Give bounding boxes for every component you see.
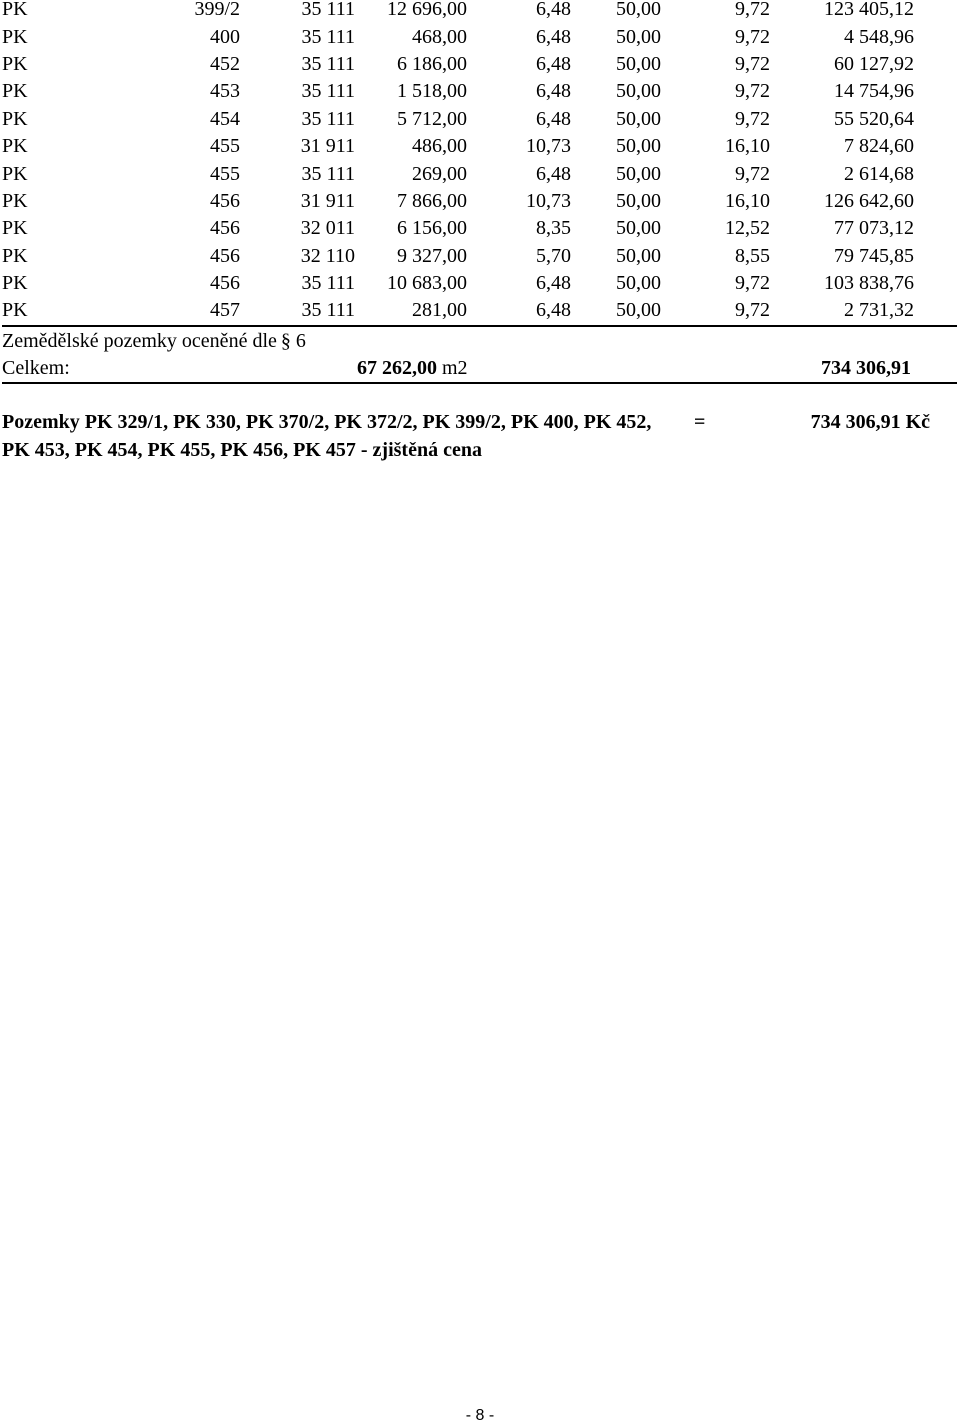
cell-adjustment: 50,00 — [616, 272, 661, 295]
cell-spacer — [914, 51, 957, 78]
cell-total-price: 60 127,92 — [834, 52, 914, 75]
cell-parcel-number: 400 — [210, 25, 240, 48]
cell-adjustment: 50,00 — [616, 80, 661, 103]
cell-spacer — [914, 270, 957, 297]
cell-base-price: 10,73 — [526, 135, 571, 158]
cell-parcel-number: 457 — [152, 297, 240, 325]
cell-adjustment: 50,00 — [616, 135, 661, 158]
cell-area: 269,00 — [412, 162, 467, 185]
cell-unit-price: 9,72 — [735, 272, 770, 295]
cell-type: PK — [2, 189, 28, 212]
cell-parcel-number: 456 — [210, 189, 240, 212]
table-row — [2, 270, 957, 297]
cell-base-price: 6,48 — [536, 80, 571, 103]
cell-base-price: 6,48 — [536, 0, 571, 21]
section-paragraph: § 6 — [280, 330, 306, 352]
cell-total-price: 123 405,12 — [824, 0, 914, 21]
cell-spacer — [914, 106, 957, 133]
cell-parcel-number: 455 — [210, 162, 240, 185]
page-number: - 8 - — [465, 1407, 495, 1424]
cell-adjustment: 50,00 — [616, 217, 661, 240]
cell-total-price: 4 548,96 — [844, 25, 914, 48]
total-area-unit: m2 — [442, 357, 468, 379]
cell-type: PK — [2, 162, 28, 185]
cell-base-price: 10,73 — [526, 189, 571, 212]
cell-adjustment: 50,00 — [616, 189, 661, 212]
cell-bpej-code: 35 111 — [301, 162, 355, 185]
cell-type: PK — [2, 25, 28, 48]
cell-parcel-number: 399/2 — [194, 0, 240, 21]
cell-adjustment: 50,00 — [616, 107, 661, 130]
cell-type: PK — [2, 272, 28, 295]
cell-parcel-number: 456 — [210, 272, 240, 295]
cell-spacer — [914, 160, 957, 187]
cell-parcel-number: 452 — [210, 52, 240, 75]
cell-area: 10 683,00 — [387, 272, 467, 295]
cell-total-price: 79 745,85 — [834, 244, 914, 267]
cell-bpej-code: 35 111 — [301, 52, 355, 75]
cell-area: 6 186,00 — [397, 52, 467, 75]
cell-total-price: 2 731,32 — [770, 297, 914, 325]
cell-unit-price: 9,72 — [735, 162, 770, 185]
table-row — [2, 78, 957, 105]
summary-equals: = — [694, 411, 706, 433]
cell-total-price: 14 754,96 — [834, 80, 914, 103]
cell-bpej-code: 31 911 — [300, 189, 355, 212]
cell-type: PK — [2, 244, 28, 267]
cell-spacer — [914, 0, 957, 23]
cell-spacer — [914, 133, 957, 160]
total-area — [357, 355, 468, 382]
cell-unit-price: 9,72 — [735, 25, 770, 48]
cell-bpej-code: 35 111 — [301, 25, 355, 48]
cell-adjustment: 50,00 — [616, 25, 661, 48]
cell-base-price: 5,70 — [536, 244, 571, 267]
table-row — [2, 215, 957, 242]
cell-type: PK — [2, 297, 152, 325]
cell-adjustment: 50,00 — [616, 52, 661, 75]
cell-spacer — [914, 78, 957, 105]
cell-parcel-number: 455 — [210, 135, 240, 158]
cell-base-price: 6,48 — [536, 162, 571, 185]
cell-base-price: 6,48 — [536, 25, 571, 48]
cell-type: PK — [2, 80, 28, 103]
cell-area: 486,00 — [412, 135, 467, 158]
table-row — [2, 243, 957, 270]
table-row — [2, 160, 957, 187]
table-row — [2, 106, 957, 133]
table-row — [2, 133, 957, 160]
cell-unit-price: 9,72 — [735, 80, 770, 103]
cell-area: 9 327,00 — [397, 244, 467, 267]
cell-bpej-code: 32 011 — [300, 217, 355, 240]
table-body — [2, 0, 957, 326]
cell-area: 468,00 — [412, 25, 467, 48]
cell-type: PK — [2, 0, 28, 21]
cell-base-price: 8,35 — [536, 217, 571, 240]
cell-area: 12 696,00 — [387, 0, 467, 21]
cell-unit-price: 9,72 — [735, 0, 770, 21]
section-label — [2, 328, 306, 355]
table-row — [2, 23, 957, 50]
table-row — [2, 51, 957, 78]
total-price: 734 306,91 — [821, 357, 911, 379]
cell-type: PK — [2, 52, 28, 75]
cell-spacer — [914, 297, 957, 325]
cell-total-price: 2 614,68 — [844, 162, 914, 185]
cell-adjustment: 50,00 — [616, 162, 661, 185]
cell-spacer — [914, 23, 957, 50]
summary-text: Pozemky PK 329/1, PK 330, PK 370/2, PK 372/2, PK 399/2, PK 400, PK 452, PK 453, PK 454, PK 455, PK 456, PK 457 - zjištěná cena — [2, 411, 652, 461]
cell-base-price: 6,48 — [467, 297, 571, 325]
cell-area: 7 866,00 — [397, 189, 467, 212]
total-area-value: 67 262,00 — [357, 357, 437, 379]
table-row — [2, 297, 957, 325]
cell-bpej-code: 35 111 — [301, 107, 355, 130]
cell-area: 1 518,00 — [397, 80, 467, 103]
cell-unit-price: 9,72 — [661, 297, 770, 325]
section-label-text: Zemědělské pozemky oceněné dle — [2, 330, 277, 352]
cell-bpej-code: 32 110 — [300, 244, 355, 267]
cell-unit-price: 12,52 — [725, 217, 770, 240]
cell-total-price: 103 838,76 — [824, 272, 914, 295]
cell-bpej-code: 35 111 — [301, 0, 355, 21]
cell-spacer — [914, 243, 957, 270]
cell-unit-price: 9,72 — [735, 107, 770, 130]
cell-type: PK — [2, 135, 28, 158]
cell-spacer — [914, 188, 957, 215]
cell-unit-price: 16,10 — [725, 189, 770, 212]
cell-spacer — [914, 215, 957, 242]
cell-adjustment: 50,00 — [571, 297, 661, 325]
cell-parcel-number: 454 — [210, 107, 240, 130]
cell-unit-price: 16,10 — [725, 135, 770, 158]
cell-total-price: 7 824,60 — [844, 135, 914, 158]
total-row — [2, 355, 957, 384]
cell-area: 5 712,00 — [397, 107, 467, 130]
cell-parcel-number: 453 — [210, 80, 240, 103]
cell-adjustment: 50,00 — [616, 244, 661, 267]
cell-total-price: 77 073,12 — [834, 217, 914, 240]
cell-parcel-number: 456 — [210, 217, 240, 240]
cell-total-price: 126 642,60 — [824, 189, 914, 212]
cell-unit-price: 8,55 — [735, 244, 770, 267]
land-valuation-table — [2, 0, 957, 327]
total-label: Celkem: — [2, 357, 70, 379]
cell-bpej-code: 31 911 — [300, 135, 355, 158]
cell-area: 6 156,00 — [397, 217, 467, 240]
cell-adjustment: 50,00 — [616, 0, 661, 21]
cell-bpej-code: 35 111 — [240, 297, 355, 325]
table-row — [2, 0, 957, 23]
cell-area: 281,00 — [355, 297, 467, 325]
cell-base-price: 6,48 — [536, 52, 571, 75]
cell-type: PK — [2, 107, 28, 130]
cell-bpej-code: 35 111 — [301, 80, 355, 103]
table-row — [2, 188, 957, 215]
cell-unit-price: 9,72 — [735, 52, 770, 75]
cell-total-price: 55 520,64 — [834, 107, 914, 130]
cell-base-price: 6,48 — [536, 107, 571, 130]
summary-value: 734 306,91 Kč — [810, 411, 930, 433]
cell-base-price: 6,48 — [536, 272, 571, 295]
cell-parcel-number: 456 — [210, 244, 240, 267]
cell-type: PK — [2, 217, 28, 240]
cell-bpej-code: 35 111 — [301, 272, 355, 295]
